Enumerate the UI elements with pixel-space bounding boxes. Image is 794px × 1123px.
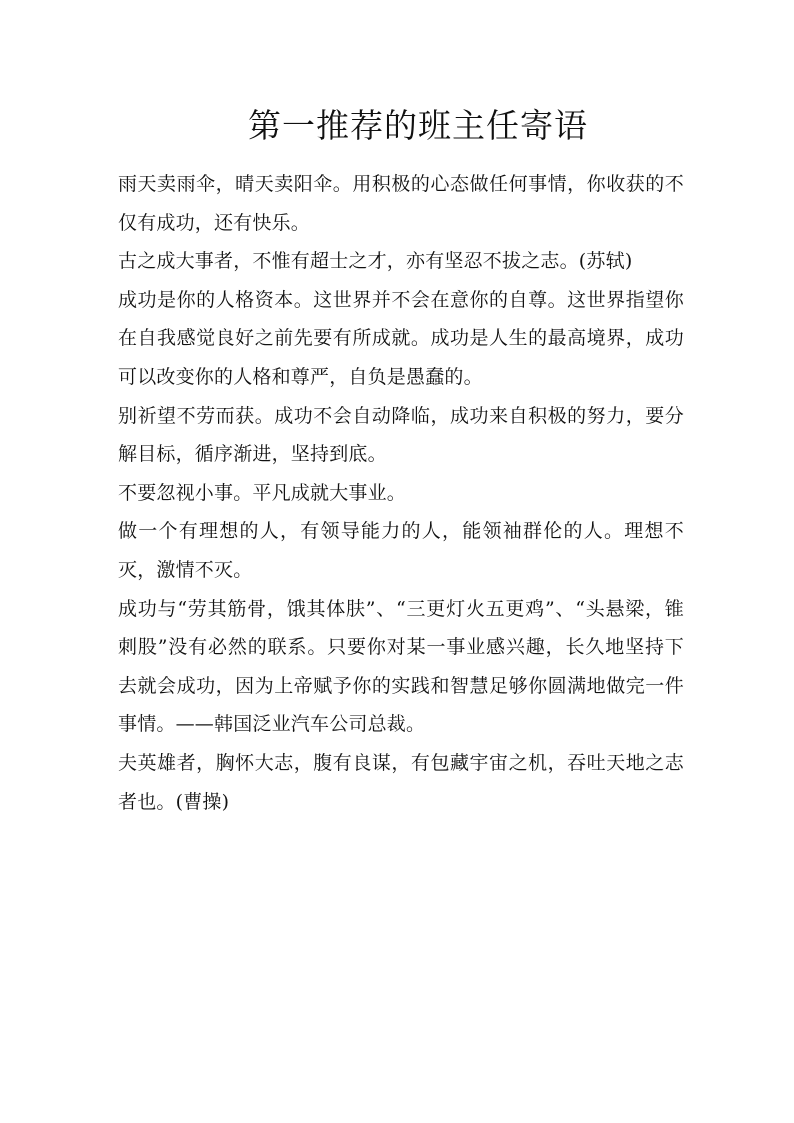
document-title: 第一推荐的班主任寄语 xyxy=(248,106,588,145)
paragraph-3: 成功是你的人格资本。这世界并不会在意你的自尊。这世界指望你在自我感觉良好之前先要有所成就。成功是人生的最高境界，成功可以改变你的人格和尊严，自负是愚蠢的。 xyxy=(118,288,684,388)
paragraph-4: 别祈望不劳而获。成功不会自动降临，成功来自积极的努力，要分解目标，循序渐进，坚持到底。 xyxy=(118,404,684,466)
paragraph-5: 不要忽视小事。平凡成就大事业。 xyxy=(118,481,407,504)
paragraph-7: 成功与“劳其筋骨，饿其体肤”、“三更灯火五更鸡”、“头悬梁，锥刺股”没有必然的联系。只要你对某一事业感兴趣，长久地坚持下去就会成功，因为上帝赋予你的实践和智慧足够你圆满地做完一件事情。——韩国泛业汽车公司总裁。 xyxy=(118,597,684,736)
paragraph-6: 做一个有理想的人，有领导能力的人，能领袖群伦的人。理想不灭，激情不灭。 xyxy=(118,520,684,581)
paragraph-2: 古之成大事者，不惟有超士之才，亦有坚忍不拔之志。(苏轼) xyxy=(118,250,633,273)
paragraph-1: 雨天卖雨伞，晴天卖阳伞。用积极的心态做任何事情，你收获的不仅有成功，还有快乐。 xyxy=(118,173,684,234)
document-body xyxy=(118,165,684,821)
paragraph-8: 夫英雄者，胸怀大志，腹有良谋，有包藏宇宙之机，吞吐天地之志者也。(曹操) xyxy=(118,751,684,813)
